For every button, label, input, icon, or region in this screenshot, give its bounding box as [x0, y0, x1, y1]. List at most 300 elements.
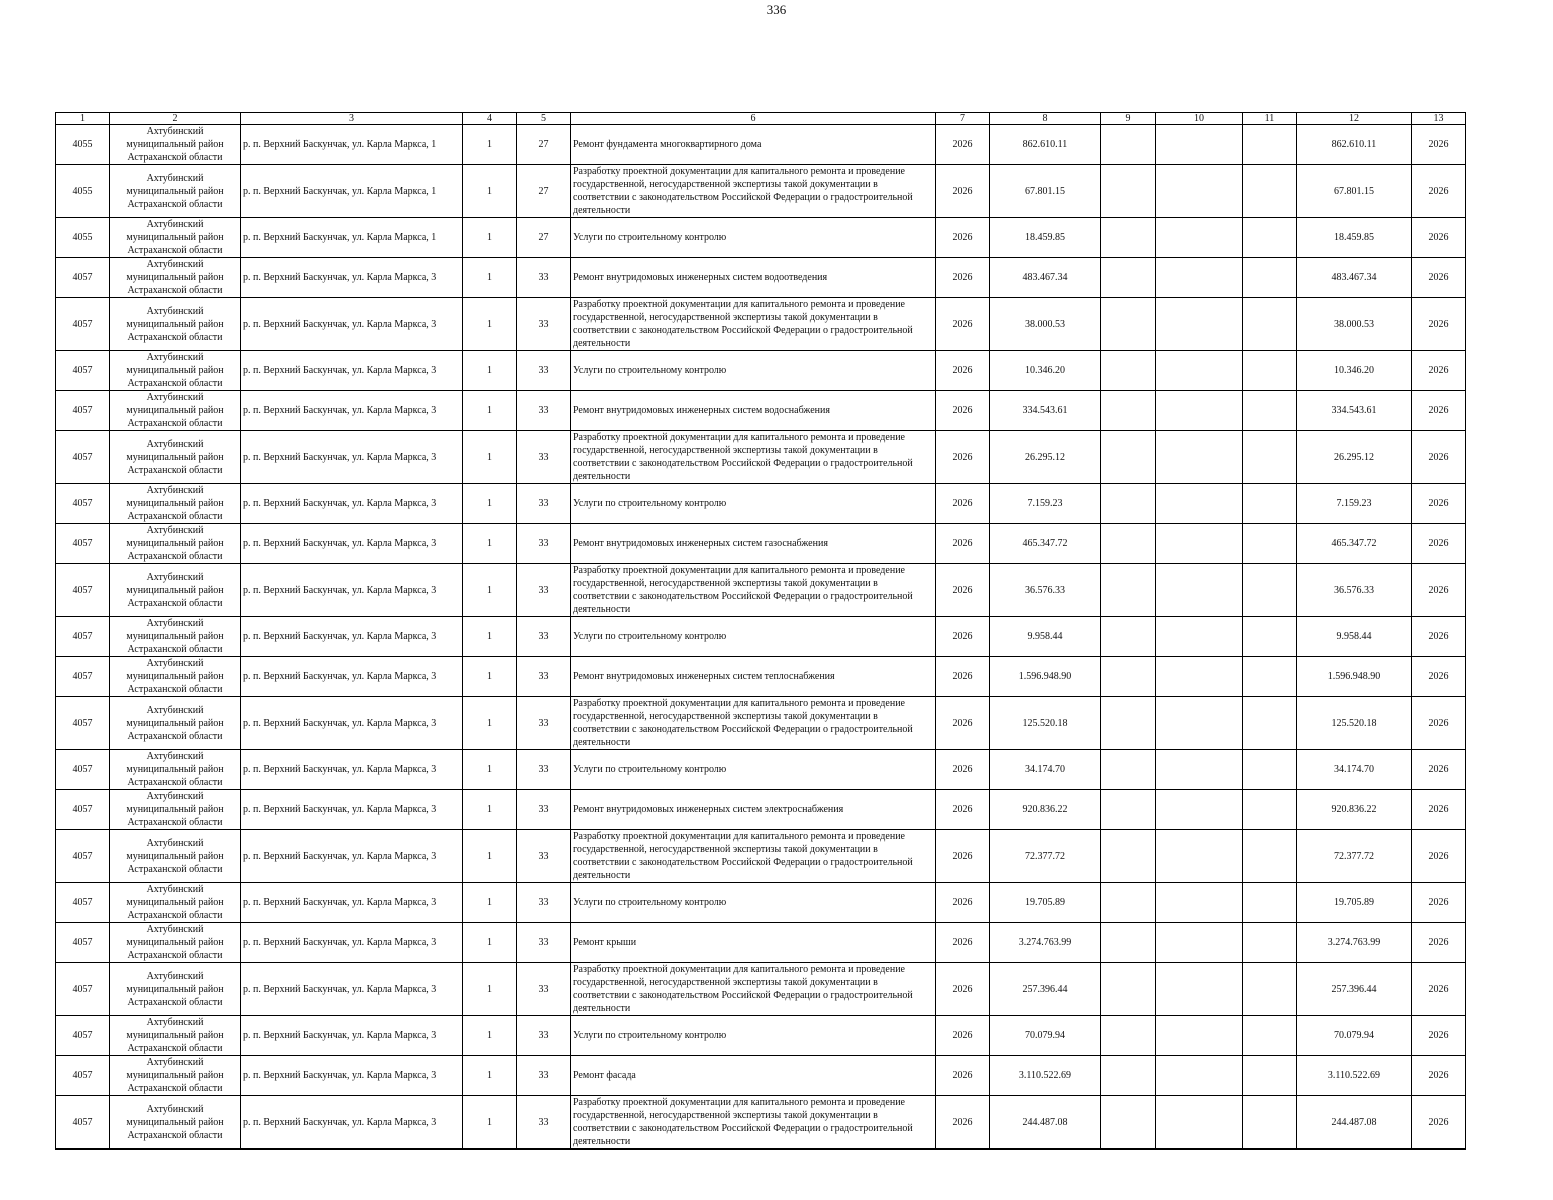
- cell-row-number: 4057: [56, 923, 110, 963]
- cell-total-cost: 72.377.72: [1297, 830, 1412, 883]
- cell-col-11: [1243, 923, 1297, 963]
- cell-col-10: [1156, 484, 1243, 524]
- cell-row-number: 4057: [56, 1016, 110, 1056]
- cell-row-number: 4057: [56, 431, 110, 484]
- cell-col-11: [1243, 218, 1297, 258]
- table-row: [56, 351, 1466, 391]
- cell-cost: 7.159.23: [990, 484, 1101, 524]
- cell-col-5: 33: [517, 351, 571, 391]
- cell-col-4: 1: [463, 1056, 517, 1096]
- table-row: [56, 883, 1466, 923]
- table-row: [56, 564, 1466, 617]
- cell-col-11: [1243, 657, 1297, 697]
- cell-municipality: Ахтубинский муниципальный район Астраханской области: [110, 351, 241, 391]
- cell-col-5: 33: [517, 617, 571, 657]
- cell-col-4: 1: [463, 963, 517, 1016]
- cell-address: р. п. Верхний Баскунчак, ул. Карла Маркса, 3: [241, 351, 463, 391]
- table-row: [56, 750, 1466, 790]
- cell-total-cost: 125.520.18: [1297, 697, 1412, 750]
- cell-cost: 38.000.53: [990, 298, 1101, 351]
- cell-col-10: [1156, 125, 1243, 165]
- cell-year: 2026: [936, 963, 990, 1016]
- cell-col-9: [1101, 351, 1156, 391]
- cell-address: р. п. Верхний Баскунчак, ул. Карла Маркса, 3: [241, 391, 463, 431]
- cell-col-4: 1: [463, 1096, 517, 1150]
- cell-total-cost: 18.459.85: [1297, 218, 1412, 258]
- cell-col-11: [1243, 298, 1297, 351]
- cell-municipality: Ахтубинский муниципальный район Астраханской области: [110, 617, 241, 657]
- cell-total-cost: 7.159.23: [1297, 484, 1412, 524]
- cell-work-type: Услуги по строительному контролю: [571, 484, 936, 524]
- cell-work-type: Ремонт фасада: [571, 1056, 936, 1096]
- cell-col-4: 1: [463, 431, 517, 484]
- cell-completion-year: 2026: [1412, 351, 1466, 391]
- column-header-6: 6: [571, 113, 936, 125]
- column-header-4: 4: [463, 113, 517, 125]
- cell-completion-year: 2026: [1412, 963, 1466, 1016]
- cell-col-10: [1156, 790, 1243, 830]
- cell-col-5: 27: [517, 125, 571, 165]
- cell-col-9: [1101, 298, 1156, 351]
- cell-row-number: 4057: [56, 1096, 110, 1150]
- cell-completion-year: 2026: [1412, 1016, 1466, 1056]
- cell-col-10: [1156, 298, 1243, 351]
- cell-municipality: Ахтубинский муниципальный район Астраханской области: [110, 750, 241, 790]
- table-row: [56, 657, 1466, 697]
- cell-year: 2026: [936, 218, 990, 258]
- cell-cost: 72.377.72: [990, 830, 1101, 883]
- header-row: [56, 113, 1466, 125]
- cell-col-4: 1: [463, 391, 517, 431]
- cell-col-4: 1: [463, 298, 517, 351]
- cell-year: 2026: [936, 564, 990, 617]
- cell-col-11: [1243, 750, 1297, 790]
- cell-work-type: Разработку проектной документации для капитального ремонта и проведение государственной, негосударственной экспертизы такой документации в соответствии с законодательством Российской Федерации о градостроительной деятельности: [571, 1096, 936, 1150]
- cell-work-type: Разработку проектной документации для капитального ремонта и проведение государственной, негосударственной экспертизы такой документации в соответствии с законодательством Российской Федерации о градостроительной деятельности: [571, 298, 936, 351]
- cell-col-4: 1: [463, 830, 517, 883]
- cell-col-4: 1: [463, 617, 517, 657]
- cell-col-11: [1243, 564, 1297, 617]
- cell-total-cost: 26.295.12: [1297, 431, 1412, 484]
- cell-work-type: Ремонт внутридомовых инженерных систем электроснабжения: [571, 790, 936, 830]
- cell-row-number: 4057: [56, 564, 110, 617]
- cell-municipality: Ахтубинский муниципальный район Астраханской области: [110, 1096, 241, 1150]
- table-row: [56, 298, 1466, 351]
- cell-work-type: Услуги по строительному контролю: [571, 1016, 936, 1056]
- cell-col-11: [1243, 1096, 1297, 1150]
- cell-row-number: 4055: [56, 218, 110, 258]
- cell-work-type: Разработку проектной документации для капитального ремонта и проведение государственной, негосударственной экспертизы такой документации в соответствии с законодательством Российской Федерации о градостроительной деятельности: [571, 963, 936, 1016]
- cell-col-5: 33: [517, 963, 571, 1016]
- cell-col-5: 27: [517, 218, 571, 258]
- cell-col-10: [1156, 697, 1243, 750]
- cell-col-9: [1101, 963, 1156, 1016]
- cell-col-5: 33: [517, 258, 571, 298]
- cell-address: р. п. Верхний Баскунчак, ул. Карла Маркса, 3: [241, 697, 463, 750]
- cell-row-number: 4057: [56, 830, 110, 883]
- cell-col-5: 33: [517, 391, 571, 431]
- cell-address: р. п. Верхний Баскунчак, ул. Карла Маркса, 3: [241, 484, 463, 524]
- cell-col-11: [1243, 883, 1297, 923]
- cell-cost: 26.295.12: [990, 431, 1101, 484]
- cell-col-9: [1101, 1016, 1156, 1056]
- table-row: [56, 830, 1466, 883]
- cell-col-11: [1243, 484, 1297, 524]
- cell-col-10: [1156, 657, 1243, 697]
- cell-row-number: 4057: [56, 790, 110, 830]
- cell-municipality: Ахтубинский муниципальный район Астраханской области: [110, 963, 241, 1016]
- cell-year: 2026: [936, 1096, 990, 1150]
- cell-col-4: 1: [463, 1016, 517, 1056]
- cell-col-10: [1156, 564, 1243, 617]
- cell-col-11: [1243, 431, 1297, 484]
- cell-completion-year: 2026: [1412, 923, 1466, 963]
- table-row: [56, 165, 1466, 218]
- cell-row-number: 4057: [56, 697, 110, 750]
- cell-completion-year: 2026: [1412, 617, 1466, 657]
- cell-col-9: [1101, 484, 1156, 524]
- cell-row-number: 4057: [56, 298, 110, 351]
- cell-col-10: [1156, 351, 1243, 391]
- cell-row-number: 4057: [56, 524, 110, 564]
- cell-row-number: 4057: [56, 351, 110, 391]
- cell-cost: 920.836.22: [990, 790, 1101, 830]
- cell-col-11: [1243, 165, 1297, 218]
- cell-cost: 9.958.44: [990, 617, 1101, 657]
- cell-year: 2026: [936, 830, 990, 883]
- cell-total-cost: 862.610.11: [1297, 125, 1412, 165]
- cell-cost: 862.610.11: [990, 125, 1101, 165]
- cell-col-4: 1: [463, 524, 517, 564]
- cell-municipality: Ахтубинский муниципальный район Астраханской области: [110, 883, 241, 923]
- cell-col-4: 1: [463, 351, 517, 391]
- cell-cost: 67.801.15: [990, 165, 1101, 218]
- cell-year: 2026: [936, 125, 990, 165]
- cell-col-5: 33: [517, 657, 571, 697]
- cell-completion-year: 2026: [1412, 790, 1466, 830]
- cell-col-9: [1101, 125, 1156, 165]
- cell-total-cost: 36.576.33: [1297, 564, 1412, 617]
- cell-municipality: Ахтубинский муниципальный район Астраханской области: [110, 524, 241, 564]
- cell-col-4: 1: [463, 564, 517, 617]
- cell-total-cost: 483.467.34: [1297, 258, 1412, 298]
- cell-completion-year: 2026: [1412, 218, 1466, 258]
- cell-work-type: Ремонт крыши: [571, 923, 936, 963]
- cell-col-5: 27: [517, 165, 571, 218]
- cell-col-9: [1101, 564, 1156, 617]
- cell-row-number: 4057: [56, 484, 110, 524]
- cell-address: р. п. Верхний Баскунчак, ул. Карла Маркса, 3: [241, 883, 463, 923]
- cell-completion-year: 2026: [1412, 484, 1466, 524]
- cell-cost: 19.705.89: [990, 883, 1101, 923]
- cell-col-9: [1101, 923, 1156, 963]
- cell-year: 2026: [936, 258, 990, 298]
- cell-row-number: 4057: [56, 258, 110, 298]
- cell-year: 2026: [936, 750, 990, 790]
- cell-col-10: [1156, 1096, 1243, 1150]
- cell-work-type: Услуги по строительному контролю: [571, 351, 936, 391]
- table-row: [56, 484, 1466, 524]
- cell-completion-year: 2026: [1412, 657, 1466, 697]
- cell-col-10: [1156, 524, 1243, 564]
- cell-completion-year: 2026: [1412, 431, 1466, 484]
- cell-year: 2026: [936, 524, 990, 564]
- cell-col-4: 1: [463, 484, 517, 524]
- column-header-9: 9: [1101, 113, 1156, 125]
- cell-cost: 34.174.70: [990, 750, 1101, 790]
- cell-municipality: Ахтубинский муниципальный район Астраханской области: [110, 830, 241, 883]
- cell-cost: 10.346.20: [990, 351, 1101, 391]
- cell-col-11: [1243, 391, 1297, 431]
- cell-work-type: Услуги по строительному контролю: [571, 883, 936, 923]
- cell-address: р. п. Верхний Баскунчак, ул. Карла Маркса, 3: [241, 750, 463, 790]
- table-row: [56, 258, 1466, 298]
- cell-col-9: [1101, 883, 1156, 923]
- cell-row-number: 4057: [56, 1056, 110, 1096]
- cell-address: р. п. Верхний Баскунчак, ул. Карла Маркса, 3: [241, 431, 463, 484]
- table-row: [56, 617, 1466, 657]
- cell-address: р. п. Верхний Баскунчак, ул. Карла Маркса, 3: [241, 1096, 463, 1150]
- cell-col-9: [1101, 617, 1156, 657]
- cell-work-type: Услуги по строительному контролю: [571, 750, 936, 790]
- cell-cost: 257.396.44: [990, 963, 1101, 1016]
- column-header-5: 5: [517, 113, 571, 125]
- cell-row-number: 4057: [56, 883, 110, 923]
- cell-work-type: Услуги по строительному контролю: [571, 617, 936, 657]
- cell-cost: 3.110.522.69: [990, 1056, 1101, 1096]
- cell-address: р. п. Верхний Баскунчак, ул. Карла Маркса, 3: [241, 617, 463, 657]
- table-row: [56, 1056, 1466, 1096]
- table-row: [56, 790, 1466, 830]
- cell-col-9: [1101, 1096, 1156, 1150]
- cell-work-type: Ремонт фундамента многоквартирного дома: [571, 125, 936, 165]
- cell-col-9: [1101, 218, 1156, 258]
- cell-completion-year: 2026: [1412, 830, 1466, 883]
- cell-col-10: [1156, 431, 1243, 484]
- column-header-12: 12: [1297, 113, 1412, 125]
- cell-total-cost: 334.543.61: [1297, 391, 1412, 431]
- cell-total-cost: 19.705.89: [1297, 883, 1412, 923]
- cell-col-5: 33: [517, 298, 571, 351]
- cell-row-number: 4057: [56, 617, 110, 657]
- cell-col-5: 33: [517, 1016, 571, 1056]
- cell-total-cost: 1.596.948.90: [1297, 657, 1412, 697]
- cell-col-9: [1101, 1056, 1156, 1096]
- cell-municipality: Ахтубинский муниципальный район Астраханской области: [110, 218, 241, 258]
- column-header-8: 8: [990, 113, 1101, 125]
- cell-year: 2026: [936, 1056, 990, 1096]
- cell-completion-year: 2026: [1412, 165, 1466, 218]
- cell-col-9: [1101, 258, 1156, 298]
- cell-year: 2026: [936, 298, 990, 351]
- column-header-10: 10: [1156, 113, 1243, 125]
- cell-address: р. п. Верхний Баскунчак, ул. Карла Маркса, 3: [241, 657, 463, 697]
- cell-cost: 18.459.85: [990, 218, 1101, 258]
- cell-municipality: Ахтубинский муниципальный район Астраханской области: [110, 125, 241, 165]
- cell-col-11: [1243, 830, 1297, 883]
- cell-total-cost: 9.958.44: [1297, 617, 1412, 657]
- cell-address: р. п. Верхний Баскунчак, ул. Карла Маркса, 3: [241, 1056, 463, 1096]
- table-row: [56, 431, 1466, 484]
- column-header-2: 2: [110, 113, 241, 125]
- cell-total-cost: 244.487.08: [1297, 1096, 1412, 1150]
- cell-completion-year: 2026: [1412, 697, 1466, 750]
- page-number: 336: [766, 2, 787, 17]
- cell-municipality: Ахтубинский муниципальный район Астраханской области: [110, 258, 241, 298]
- cell-col-9: [1101, 697, 1156, 750]
- cell-col-9: [1101, 165, 1156, 218]
- table-row: [56, 1096, 1466, 1150]
- cell-completion-year: 2026: [1412, 258, 1466, 298]
- cell-work-type: Разработку проектной документации для капитального ремонта и проведение государственной, негосударственной экспертизы такой документации в соответствии с законодательством Российской Федерации о градостроительной деятельности: [571, 697, 936, 750]
- cell-work-type: Ремонт внутридомовых инженерных систем водоснабжения: [571, 391, 936, 431]
- cell-col-5: 33: [517, 524, 571, 564]
- cell-municipality: Ахтубинский муниципальный район Астраханской области: [110, 657, 241, 697]
- cell-cost: 465.347.72: [990, 524, 1101, 564]
- cell-total-cost: 257.396.44: [1297, 963, 1412, 1016]
- cell-row-number: 4057: [56, 657, 110, 697]
- cell-address: р. п. Верхний Баскунчак, ул. Карла Маркса, 3: [241, 790, 463, 830]
- cell-year: 2026: [936, 391, 990, 431]
- table-row: [56, 923, 1466, 963]
- cell-address: р. п. Верхний Баскунчак, ул. Карла Маркса, 3: [241, 298, 463, 351]
- cell-col-11: [1243, 963, 1297, 1016]
- cell-work-type: Разработку проектной документации для капитального ремонта и проведение государственной, негосударственной экспертизы такой документации в соответствии с законодательством Российской Федерации о градостроительной деятельности: [571, 431, 936, 484]
- cell-col-5: 33: [517, 923, 571, 963]
- cell-municipality: Ахтубинский муниципальный район Астраханской области: [110, 697, 241, 750]
- cell-cost: 483.467.34: [990, 258, 1101, 298]
- cell-col-9: [1101, 750, 1156, 790]
- cell-year: 2026: [936, 923, 990, 963]
- cell-completion-year: 2026: [1412, 564, 1466, 617]
- cell-work-type: Услуги по строительному контролю: [571, 218, 936, 258]
- cell-cost: 36.576.33: [990, 564, 1101, 617]
- cell-col-4: 1: [463, 883, 517, 923]
- cell-municipality: Ахтубинский муниципальный район Астраханской области: [110, 391, 241, 431]
- cell-completion-year: 2026: [1412, 883, 1466, 923]
- cell-address: р. п. Верхний Баскунчак, ул. Карла Маркса, 3: [241, 830, 463, 883]
- cell-col-5: 33: [517, 431, 571, 484]
- cell-total-cost: 67.801.15: [1297, 165, 1412, 218]
- cell-row-number: 4057: [56, 963, 110, 1016]
- cell-total-cost: 10.346.20: [1297, 351, 1412, 391]
- cell-total-cost: 465.347.72: [1297, 524, 1412, 564]
- cell-work-type: Разработку проектной документации для капитального ремонта и проведение государственной, негосударственной экспертизы такой документации в соответствии с законодательством Российской Федерации о градостроительной деятельности: [571, 830, 936, 883]
- cell-col-5: 33: [517, 830, 571, 883]
- cell-municipality: Ахтубинский муниципальный район Астраханской области: [110, 165, 241, 218]
- column-header-13: 13: [1412, 113, 1466, 125]
- cell-col-10: [1156, 830, 1243, 883]
- table-body: [56, 125, 1466, 1150]
- cell-cost: 1.596.948.90: [990, 657, 1101, 697]
- cell-work-type: Ремонт внутридомовых инженерных систем водоотведения: [571, 258, 936, 298]
- column-header-3: 3: [241, 113, 463, 125]
- cell-row-number: 4057: [56, 391, 110, 431]
- cell-address: р. п. Верхний Баскунчак, ул. Карла Маркса, 1: [241, 218, 463, 258]
- cell-cost: 244.487.08: [990, 1096, 1101, 1150]
- cell-year: 2026: [936, 165, 990, 218]
- table-row: [56, 697, 1466, 750]
- cell-col-4: 1: [463, 657, 517, 697]
- cell-cost: 70.079.94: [990, 1016, 1101, 1056]
- cell-col-10: [1156, 617, 1243, 657]
- cell-col-10: [1156, 258, 1243, 298]
- cell-cost: 3.274.763.99: [990, 923, 1101, 963]
- cell-col-4: 1: [463, 218, 517, 258]
- cell-col-11: [1243, 790, 1297, 830]
- cell-municipality: Ахтубинский муниципальный район Астраханской области: [110, 564, 241, 617]
- cell-year: 2026: [936, 657, 990, 697]
- cell-col-5: 33: [517, 790, 571, 830]
- cell-completion-year: 2026: [1412, 1056, 1466, 1096]
- cell-col-5: 33: [517, 697, 571, 750]
- cell-completion-year: 2026: [1412, 125, 1466, 165]
- table-row: [56, 125, 1466, 165]
- cell-work-type: Разработку проектной документации для капитального ремонта и проведение государственной, негосударственной экспертизы такой документации в соответствии с законодательством Российской Федерации о градостроительной деятельности: [571, 165, 936, 218]
- cell-address: р. п. Верхний Баскунчак, ул. Карла Маркса, 3: [241, 963, 463, 1016]
- cell-municipality: Ахтубинский муниципальный район Астраханской области: [110, 431, 241, 484]
- cell-year: 2026: [936, 697, 990, 750]
- cell-col-11: [1243, 617, 1297, 657]
- cell-col-10: [1156, 1056, 1243, 1096]
- cell-municipality: Ахтубинский муниципальный район Астраханской области: [110, 923, 241, 963]
- cell-col-11: [1243, 351, 1297, 391]
- cell-col-5: 33: [517, 883, 571, 923]
- cell-completion-year: 2026: [1412, 391, 1466, 431]
- cell-col-4: 1: [463, 125, 517, 165]
- cell-col-4: 1: [463, 790, 517, 830]
- cell-col-4: 1: [463, 165, 517, 218]
- table-row: [56, 963, 1466, 1016]
- cell-year: 2026: [936, 351, 990, 391]
- cell-municipality: Ахтубинский муниципальный район Астраханской области: [110, 790, 241, 830]
- cell-col-9: [1101, 790, 1156, 830]
- cell-col-4: 1: [463, 750, 517, 790]
- cell-total-cost: 3.110.522.69: [1297, 1056, 1412, 1096]
- cell-address: р. п. Верхний Баскунчак, ул. Карла Маркса, 3: [241, 923, 463, 963]
- cell-total-cost: 3.274.763.99: [1297, 923, 1412, 963]
- cell-col-10: [1156, 165, 1243, 218]
- table-row: [56, 218, 1466, 258]
- cell-address: р. п. Верхний Баскунчак, ул. Карла Маркса, 3: [241, 1016, 463, 1056]
- cell-col-4: 1: [463, 923, 517, 963]
- cell-col-9: [1101, 657, 1156, 697]
- cell-col-4: 1: [463, 258, 517, 298]
- cell-work-type: Ремонт внутридомовых инженерных систем теплоснабжения: [571, 657, 936, 697]
- cell-col-11: [1243, 697, 1297, 750]
- cell-address: р. п. Верхний Баскунчак, ул. Карла Маркса, 1: [241, 125, 463, 165]
- cell-completion-year: 2026: [1412, 750, 1466, 790]
- cell-cost: 334.543.61: [990, 391, 1101, 431]
- cell-col-11: [1243, 524, 1297, 564]
- table-row: [56, 1016, 1466, 1056]
- cell-completion-year: 2026: [1412, 1096, 1466, 1150]
- cell-municipality: Ахтубинский муниципальный район Астраханской области: [110, 484, 241, 524]
- cell-row-number: 4055: [56, 125, 110, 165]
- column-header-7: 7: [936, 113, 990, 125]
- cell-row-number: 4055: [56, 165, 110, 218]
- cell-total-cost: 38.000.53: [1297, 298, 1412, 351]
- cell-col-9: [1101, 431, 1156, 484]
- cell-year: 2026: [936, 790, 990, 830]
- cell-year: 2026: [936, 1016, 990, 1056]
- cell-municipality: Ахтубинский муниципальный район Астраханской области: [110, 1056, 241, 1096]
- cell-cost: 125.520.18: [990, 697, 1101, 750]
- cell-total-cost: 70.079.94: [1297, 1016, 1412, 1056]
- cell-completion-year: 2026: [1412, 298, 1466, 351]
- cell-col-10: [1156, 883, 1243, 923]
- cell-col-11: [1243, 1056, 1297, 1096]
